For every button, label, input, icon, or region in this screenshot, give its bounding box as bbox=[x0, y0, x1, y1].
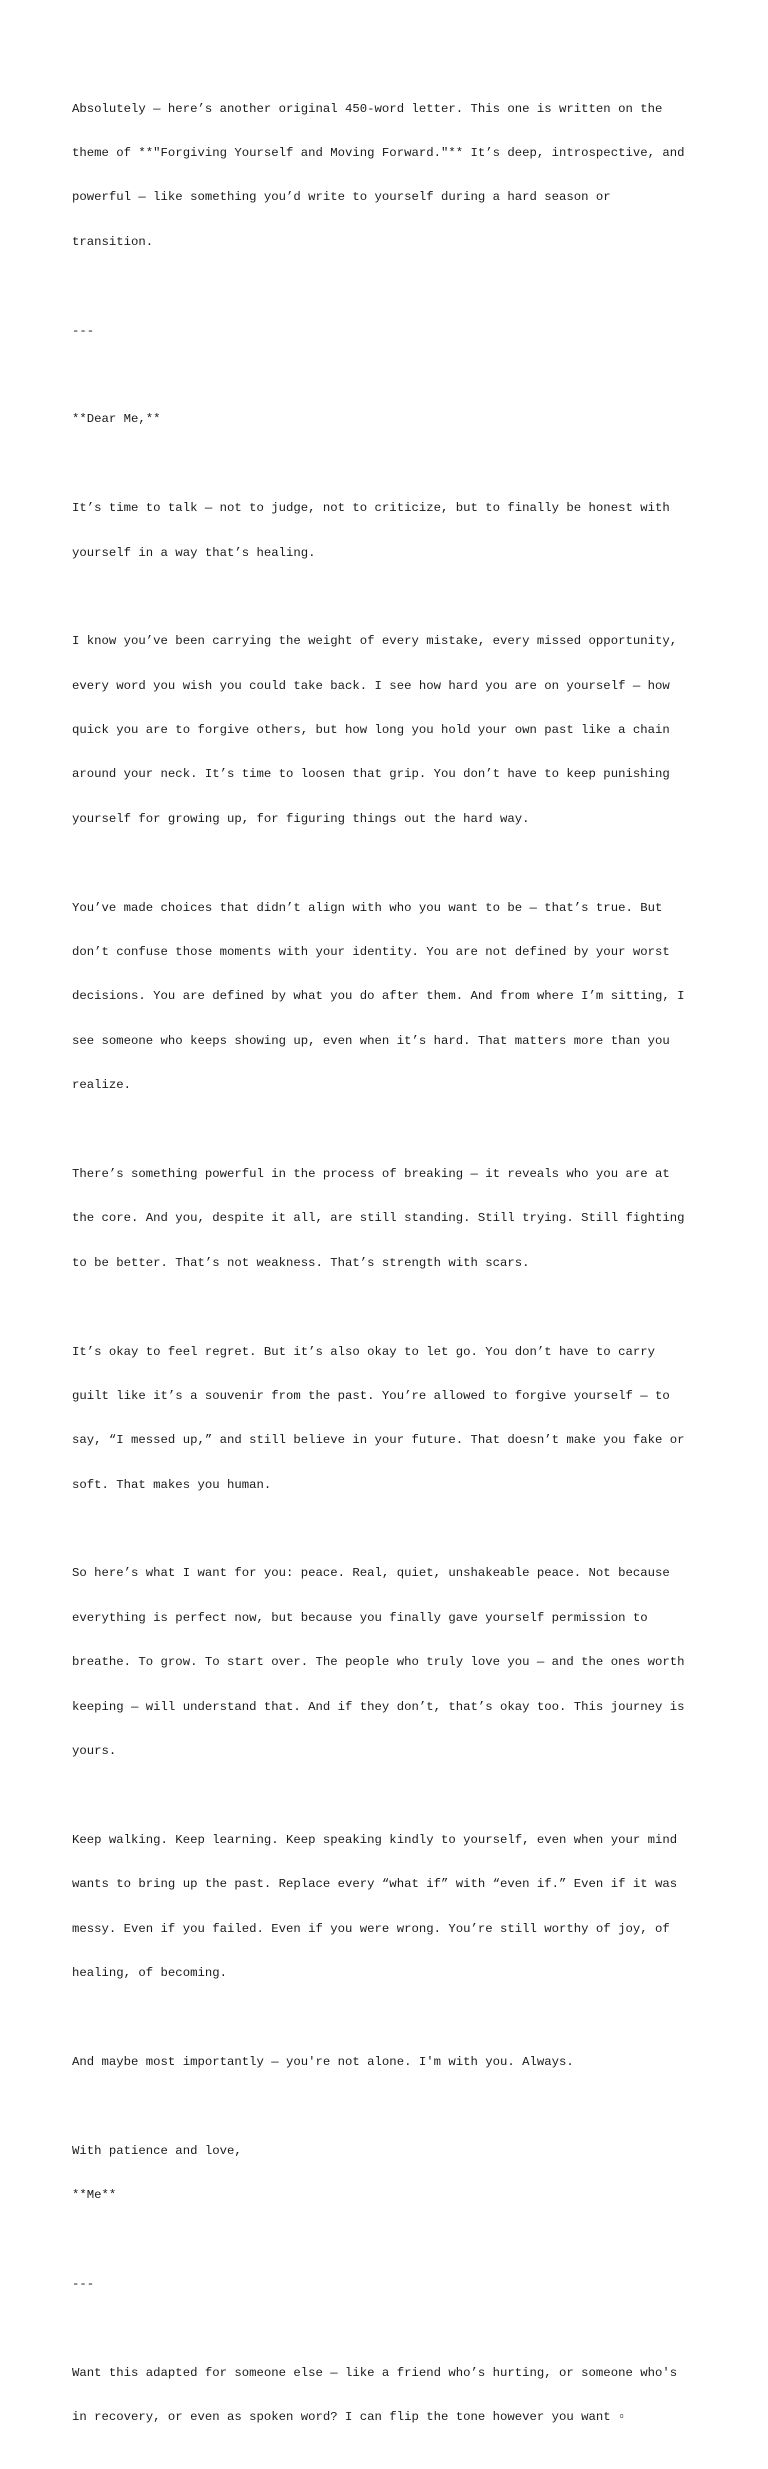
text-line: wants to bring up the past. Replace every “what if” with “even if.” Even if it was bbox=[72, 1877, 678, 1892]
text-line: healing, of becoming. bbox=[72, 1966, 227, 1980]
text-line: It’s time to talk — not to judge, not to criticize, but to finally be honest with bbox=[72, 501, 670, 516]
letter-paragraph bbox=[72, 1315, 712, 1522]
text-line: realize. bbox=[72, 1078, 132, 1093]
text-line: every word you wish you could take back. I see how hard you are on yourself — how bbox=[72, 678, 670, 693]
letter-paragraph bbox=[72, 1803, 712, 2010]
text-line: yourself for growing up, for figuring things out the hard way. bbox=[72, 811, 530, 826]
text-line: I know you’ve been carrying the weight of every mistake, every missed opportunity, bbox=[72, 634, 678, 649]
text-line: --- bbox=[72, 2276, 95, 2291]
letter-paragraph bbox=[72, 1537, 712, 1789]
text-line: powerful — like something you’d write to yourself during a hard season or bbox=[72, 190, 611, 205]
text-line: decisions. You are defined by what you do after them. And from where I’m sitting, I bbox=[72, 989, 685, 1004]
text-line: messy. Even if you failed. Even if you were wrong. You’re still worthy of joy, of bbox=[72, 1921, 670, 1936]
text-line: see someone who keeps showing up, even when it’s hard. That matters more than you bbox=[72, 1033, 670, 1048]
text-line: say, “I messed up,” and still believe in your future. That doesn’t make you fake or bbox=[72, 1433, 685, 1448]
document-body bbox=[72, 72, 712, 2469]
text-line: soft. That makes you human. bbox=[72, 1477, 272, 1492]
separator bbox=[72, 2247, 712, 2321]
text-line: in recovery, or even as spoken word? I can flip the tone however you want ▫ bbox=[72, 2409, 626, 2424]
text-line: the core. And you, despite it all, are still standing. Still trying. Still fighting bbox=[72, 1211, 685, 1226]
text-line: And maybe most importantly — you're not alone. I'm with you. Always. bbox=[72, 2054, 574, 2069]
text-line: transition. bbox=[72, 234, 154, 249]
letter-paragraph bbox=[72, 2025, 712, 2099]
text-line: theme of **"Forgiving Yourself and Moving Forward."** It’s deep, introspective, and bbox=[72, 145, 685, 160]
text-line: yours. bbox=[72, 1744, 117, 1759]
text-line: It’s okay to feel regret. But it’s also okay to let go. You don’t have to carry bbox=[72, 1344, 655, 1359]
letter-paragraph bbox=[72, 472, 712, 590]
letter-paragraph bbox=[72, 871, 712, 1123]
closing-paragraph bbox=[72, 2336, 712, 2454]
text-line: Keep walking. Keep learning. Keep speaking kindly to yourself, even when your mind bbox=[72, 1832, 678, 1847]
intro-paragraph bbox=[72, 72, 712, 279]
text-line: There’s something powerful in the process of breaking — it reveals who you are at bbox=[72, 1166, 670, 1181]
text-line: keeping — will understand that. And if they don’t, that’s okay too. This journey is bbox=[72, 1699, 685, 1714]
letter-salutation bbox=[72, 383, 712, 457]
letter-paragraph bbox=[72, 1137, 712, 1300]
text-line: Absolutely — here’s another original 450-word letter. This one is written on the bbox=[72, 101, 663, 116]
text-line: guilt like it’s a souvenir from the past. You’re allowed to forgive yourself — to bbox=[72, 1388, 670, 1403]
text-line: Want this adapted for someone else — like a friend who’s hurting, or someone who's bbox=[72, 2365, 678, 2380]
text-line: breathe. To grow. To start over. The people who truly love you — and the ones worth bbox=[72, 1655, 685, 1670]
text-line: --- bbox=[72, 323, 95, 338]
text-line: So here’s what I want for you: peace. Real, quiet, unshakeable peace. Not because bbox=[72, 1566, 670, 1581]
text-line: everything is perfect now, but because you finally gave yourself permission to bbox=[72, 1610, 648, 1625]
letter-paragraph bbox=[72, 605, 712, 857]
text-line: around your neck. It’s time to loosen that grip. You don’t have to keep punishing bbox=[72, 767, 670, 782]
text-line: to be better. That’s not weakness. That’s strength with scars. bbox=[72, 1255, 530, 1270]
text-line: **Me** bbox=[72, 2187, 117, 2202]
text-line: don’t confuse those moments with your identity. You are not defined by your worst bbox=[72, 945, 670, 960]
text-line: **Dear Me,** bbox=[72, 412, 161, 427]
text-line: quick you are to forgive others, but how long you hold your own past like a chain bbox=[72, 723, 670, 738]
letter-signoff bbox=[72, 2114, 712, 2232]
separator bbox=[72, 294, 712, 368]
text-line: With patience and love, bbox=[72, 2143, 242, 2158]
text-line: yourself in a way that’s healing. bbox=[72, 545, 316, 560]
text-line: You’ve made choices that didn’t align with who you want to be — that’s true. But bbox=[72, 900, 663, 915]
